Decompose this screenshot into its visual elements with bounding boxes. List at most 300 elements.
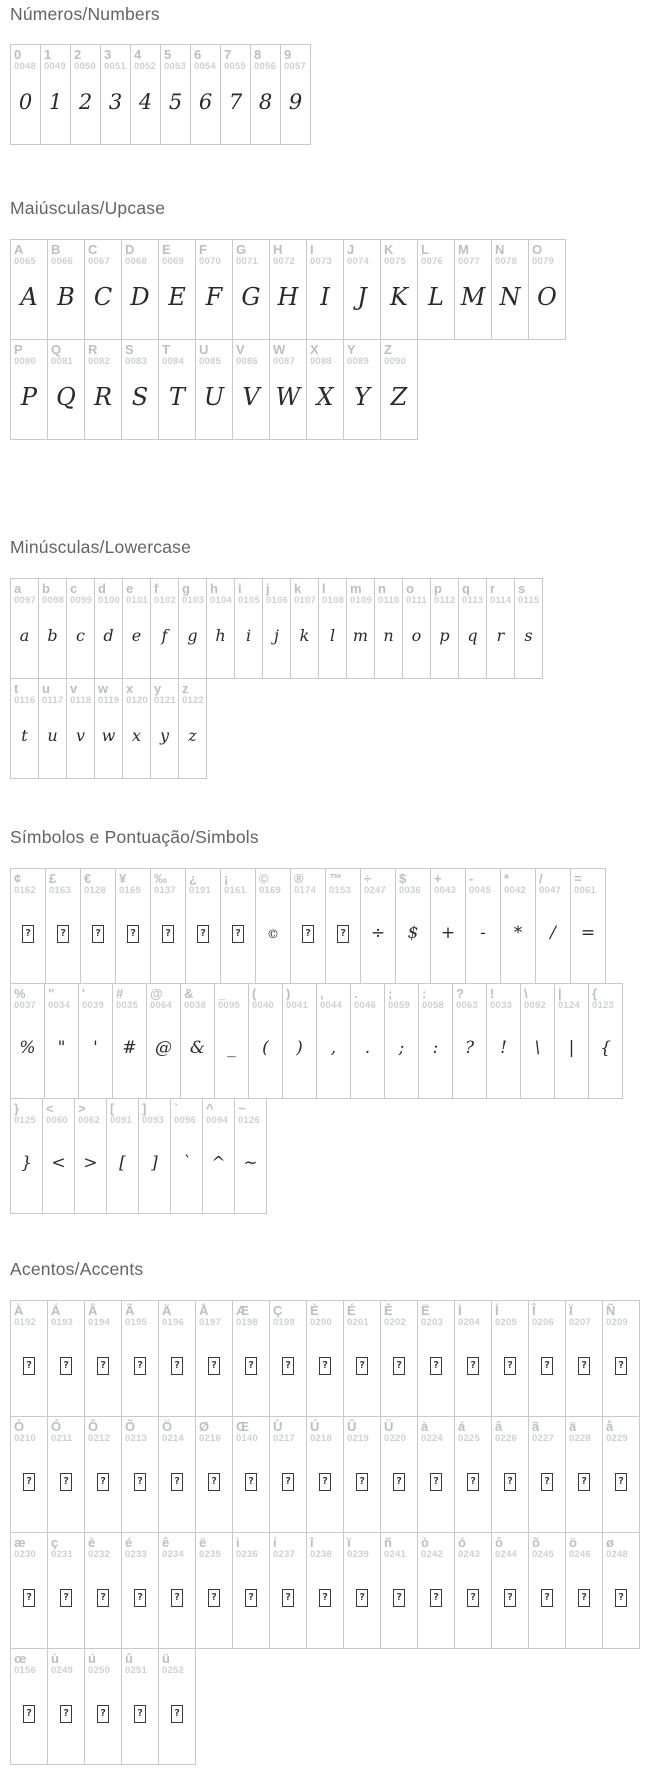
char-code: 0140 bbox=[236, 1433, 258, 1444]
char-cell-header bbox=[455, 1301, 491, 1330]
char-cell-0199 bbox=[269, 1300, 307, 1417]
char-code: 0224 bbox=[421, 1433, 443, 1444]
char-code: 0065 bbox=[14, 256, 36, 267]
font-glyph: p bbox=[439, 626, 450, 645]
char-cell-0077 bbox=[454, 239, 492, 340]
glyph-area bbox=[122, 1678, 158, 1764]
glyph-area bbox=[233, 269, 269, 339]
char-label: > bbox=[78, 1101, 86, 1116]
glyph-area bbox=[521, 1013, 554, 1098]
font-glyph: ^ bbox=[211, 1153, 226, 1173]
section-accents bbox=[10, 1259, 661, 1765]
char-cell-0039 bbox=[78, 983, 113, 1099]
char-cell-header bbox=[11, 45, 40, 74]
char-code: 0049 bbox=[44, 61, 66, 72]
char-cell-header bbox=[11, 579, 38, 608]
char-cell-header bbox=[555, 984, 588, 1013]
char-cell-header bbox=[492, 1533, 528, 1562]
char-row-accents-1 bbox=[10, 1300, 661, 1417]
char-label: ` bbox=[174, 1101, 179, 1116]
glyph-area bbox=[39, 608, 66, 678]
font-glyph: O bbox=[537, 283, 557, 311]
char-cell-header bbox=[529, 1417, 565, 1446]
char-label: m bbox=[350, 581, 362, 596]
char-label: î bbox=[310, 1535, 314, 1550]
char-cell-0069 bbox=[158, 239, 196, 340]
char-cell-0080 bbox=[10, 339, 48, 440]
char-cell-0059 bbox=[384, 983, 419, 1099]
char-cell-header bbox=[603, 1533, 639, 1562]
font-glyph: - bbox=[480, 923, 486, 943]
char-label: à bbox=[421, 1419, 429, 1434]
glyph-area bbox=[307, 369, 343, 439]
font-glyph: b bbox=[47, 626, 58, 645]
char-cell-0058 bbox=[418, 983, 453, 1099]
char-label: c bbox=[70, 581, 78, 596]
font-glyph: m bbox=[352, 626, 369, 645]
glyph-area bbox=[147, 1013, 180, 1098]
char-label: z bbox=[182, 681, 189, 696]
section-title-symbols: Símbolos e Pontuação/Simbols bbox=[10, 827, 259, 847]
font-glyph: K bbox=[390, 283, 408, 311]
char-code: 0067 bbox=[88, 256, 110, 267]
glyph-area bbox=[344, 1562, 380, 1648]
missing-glyph-icon: ? bbox=[430, 1473, 442, 1491]
char-cell-0054 bbox=[190, 44, 221, 145]
missing-glyph-icon: ? bbox=[319, 1473, 331, 1491]
char-cell-header bbox=[270, 1301, 306, 1330]
char-label: b bbox=[42, 581, 50, 596]
char-cell-0213 bbox=[121, 1416, 159, 1533]
font-glyph: , bbox=[330, 1038, 337, 1058]
font-glyph: ; bbox=[398, 1038, 405, 1058]
char-cell-0076 bbox=[417, 239, 455, 340]
char-label: [ bbox=[110, 1101, 115, 1116]
char-cell-0108 bbox=[318, 578, 347, 679]
glyph-area bbox=[196, 1330, 232, 1416]
char-cell-0169 bbox=[255, 868, 291, 984]
char-cell-header bbox=[233, 1301, 269, 1330]
glyph-area bbox=[151, 708, 178, 778]
char-label: Ø bbox=[199, 1419, 210, 1434]
char-code: 0203 bbox=[421, 1317, 443, 1328]
char-label: 2 bbox=[74, 47, 82, 62]
char-code: 0244 bbox=[495, 1549, 517, 1560]
char-label: # bbox=[116, 986, 124, 1001]
glyph-area bbox=[11, 1013, 44, 1098]
glyph-area bbox=[85, 369, 121, 439]
glyph-area bbox=[381, 369, 417, 439]
font-glyph: ` bbox=[182, 1153, 191, 1173]
char-row-accents-3 bbox=[10, 1532, 661, 1649]
char-cell-header bbox=[113, 984, 146, 1013]
section-numbers bbox=[10, 4, 661, 145]
char-code: 0204 bbox=[458, 1317, 480, 1328]
char-cell-0064 bbox=[146, 983, 181, 1099]
font-glyph: $ bbox=[407, 923, 419, 943]
char-label: ™ bbox=[329, 871, 342, 886]
glyph-area bbox=[385, 1013, 418, 1098]
char-cell-header bbox=[270, 340, 306, 369]
missing-glyph-icon: ? bbox=[282, 1473, 294, 1491]
char-label: Ü bbox=[384, 1419, 394, 1434]
char-cell-0112 bbox=[430, 578, 459, 679]
char-label: Æ bbox=[236, 1303, 249, 1318]
char-cell-0211 bbox=[47, 1416, 85, 1533]
char-cell-0162 bbox=[10, 868, 46, 984]
font-glyph: B bbox=[57, 283, 75, 311]
char-cell-header bbox=[11, 984, 44, 1013]
char-cell-0207 bbox=[565, 1300, 603, 1417]
missing-glyph-icon: ? bbox=[467, 1589, 479, 1607]
char-cell-header bbox=[492, 240, 528, 269]
char-cell-header bbox=[122, 1417, 158, 1446]
char-label: * bbox=[504, 871, 510, 886]
char-code: 0207 bbox=[569, 1317, 591, 1328]
char-cell-0241 bbox=[380, 1532, 418, 1649]
char-label: _ bbox=[218, 986, 226, 1001]
font-glyph: 5 bbox=[168, 89, 183, 114]
char-label: Û bbox=[347, 1419, 357, 1434]
char-cell-header bbox=[11, 869, 45, 898]
char-label: 3 bbox=[104, 47, 112, 62]
glyph-area bbox=[233, 1330, 269, 1416]
char-label: 4 bbox=[134, 47, 142, 62]
font-glyph: w bbox=[101, 726, 116, 745]
char-cell-0057 bbox=[280, 44, 311, 145]
font-glyph: H bbox=[277, 283, 299, 311]
char-code: 0058 bbox=[422, 1000, 444, 1011]
glyph-area bbox=[71, 74, 100, 144]
char-cell-header bbox=[196, 1417, 232, 1446]
char-code: 0064 bbox=[150, 1000, 172, 1011]
char-cell-header bbox=[122, 1533, 158, 1562]
glyph-area bbox=[281, 74, 310, 144]
font-glyph: ( bbox=[262, 1038, 269, 1058]
char-code: 0117 bbox=[42, 695, 64, 706]
char-cell-header bbox=[603, 1417, 639, 1446]
char-cell-header bbox=[39, 579, 66, 608]
font-glyph: z bbox=[188, 726, 197, 745]
font-glyph: S bbox=[131, 383, 149, 411]
char-row-symbols-1 bbox=[10, 868, 661, 984]
glyph-area bbox=[75, 1128, 106, 1213]
missing-glyph-icon: ? bbox=[92, 925, 104, 943]
char-cell-header bbox=[196, 340, 232, 369]
char-label: = bbox=[574, 871, 582, 886]
font-glyph: . bbox=[364, 1038, 371, 1058]
glyph-area bbox=[11, 1678, 47, 1764]
char-label: y bbox=[154, 681, 162, 696]
glyph-area bbox=[39, 708, 66, 778]
char-cell-0100 bbox=[94, 578, 123, 679]
font-glyph: ! bbox=[500, 1038, 507, 1058]
font-glyph: Z bbox=[390, 383, 408, 411]
char-cell-0218 bbox=[306, 1416, 344, 1533]
glyph-area bbox=[326, 898, 360, 983]
char-label: H bbox=[273, 242, 283, 257]
char-cell-header bbox=[48, 1649, 84, 1678]
glyph-area bbox=[361, 898, 395, 983]
glyph-area bbox=[381, 269, 417, 339]
section-title-uppercase: Maiúsculas/Upcase bbox=[10, 198, 166, 218]
char-code: 0165 bbox=[119, 885, 141, 896]
font-glyph: * bbox=[513, 923, 523, 943]
glyph-area bbox=[107, 1128, 138, 1213]
section-symbols bbox=[10, 827, 661, 1214]
char-code: 0053 bbox=[164, 61, 186, 72]
char-cell-header bbox=[381, 340, 417, 369]
font-glyph: " bbox=[57, 1038, 66, 1058]
char-label: F bbox=[199, 242, 207, 257]
char-code: 0078 bbox=[495, 256, 517, 267]
char-label: . bbox=[354, 986, 358, 1001]
char-cell-0252 bbox=[158, 1648, 196, 1765]
glyph-area bbox=[487, 608, 514, 678]
char-code: 0061 bbox=[574, 885, 596, 896]
char-code: 0251 bbox=[125, 1665, 147, 1676]
char-cell-0137 bbox=[150, 868, 186, 984]
font-glyph: 3 bbox=[108, 89, 123, 114]
char-row-uppercase-1 bbox=[10, 239, 661, 340]
char-label: € bbox=[84, 871, 92, 886]
char-cell-header bbox=[39, 679, 66, 708]
missing-glyph-icon: ? bbox=[393, 1357, 405, 1375]
font-glyph: ) bbox=[296, 1038, 303, 1058]
char-label: ! bbox=[490, 986, 495, 1001]
char-code: 0219 bbox=[347, 1433, 369, 1444]
glyph-area bbox=[196, 269, 232, 339]
char-cell-header bbox=[46, 869, 80, 898]
glyph-area bbox=[418, 1562, 454, 1648]
glyph-area bbox=[270, 1330, 306, 1416]
char-cell-0067 bbox=[84, 239, 122, 340]
char-cell-0086 bbox=[232, 339, 270, 440]
font-glyph: R bbox=[93, 383, 113, 411]
char-label: ó bbox=[458, 1535, 466, 1550]
glyph-area bbox=[122, 1562, 158, 1648]
char-label: Î bbox=[532, 1303, 536, 1318]
section-title-lowercase: Minúsculas/Lowercase bbox=[10, 537, 192, 557]
missing-glyph-icon: ? bbox=[319, 1357, 331, 1375]
char-label: â bbox=[495, 1419, 503, 1434]
font-glyph: k bbox=[299, 626, 310, 645]
char-cell-0036 bbox=[395, 868, 431, 984]
char-label: ê bbox=[162, 1535, 170, 1550]
char-cell-0233 bbox=[121, 1532, 159, 1649]
char-code: 0228 bbox=[569, 1433, 591, 1444]
font-glyph: M bbox=[460, 283, 486, 311]
glyph-area bbox=[455, 1562, 491, 1648]
char-cell-header bbox=[11, 1417, 47, 1446]
char-cell-header bbox=[487, 579, 514, 608]
char-code: 0083 bbox=[125, 356, 147, 367]
char-cell-0163 bbox=[45, 868, 81, 984]
char-cell-0191 bbox=[185, 868, 221, 984]
char-code: 0033 bbox=[490, 1000, 512, 1011]
font-glyph: J bbox=[357, 283, 367, 311]
char-label: Ò bbox=[14, 1419, 25, 1434]
glyph-area bbox=[11, 1446, 47, 1532]
font-glyph: i bbox=[245, 626, 252, 645]
font-glyph: c bbox=[76, 626, 85, 645]
font-glyph: < bbox=[51, 1153, 66, 1173]
glyph-area bbox=[151, 608, 178, 678]
char-label: £ bbox=[49, 871, 57, 886]
char-cell-header bbox=[347, 579, 374, 608]
glyph-area bbox=[159, 1330, 195, 1416]
char-cell-0035 bbox=[112, 983, 147, 1099]
char-cell-0234 bbox=[158, 1532, 196, 1649]
glyph-area bbox=[46, 898, 80, 983]
char-code: 0121 bbox=[154, 695, 176, 706]
char-cell-header bbox=[139, 1099, 170, 1128]
char-label: Y bbox=[347, 342, 356, 357]
char-cell-header bbox=[151, 679, 178, 708]
char-cell-header bbox=[122, 240, 158, 269]
char-cell-header bbox=[151, 579, 178, 608]
char-cell-0046 bbox=[350, 983, 385, 1099]
glyph-area bbox=[381, 1562, 417, 1648]
char-cell-header bbox=[101, 45, 130, 74]
missing-glyph-icon: ? bbox=[171, 1705, 183, 1723]
glyph-area bbox=[455, 1446, 491, 1532]
char-cell-0165 bbox=[115, 868, 151, 984]
glyph-area bbox=[501, 898, 535, 983]
char-label: ç bbox=[51, 1535, 59, 1550]
char-code: 0102 bbox=[154, 595, 176, 606]
char-cell-header bbox=[307, 1301, 343, 1330]
char-label: 0 bbox=[14, 47, 22, 62]
char-code: 0212 bbox=[88, 1433, 110, 1444]
glyph-area bbox=[419, 1013, 452, 1098]
char-code: 0068 bbox=[125, 256, 147, 267]
char-label: l bbox=[322, 581, 326, 596]
char-cell-0248 bbox=[602, 1532, 640, 1649]
glyph-area bbox=[116, 898, 150, 983]
char-code: 0084 bbox=[162, 356, 184, 367]
char-cell-header bbox=[221, 869, 255, 898]
char-code: 0241 bbox=[384, 1549, 406, 1560]
char-label: Â bbox=[88, 1303, 98, 1318]
char-cell-0034 bbox=[44, 983, 79, 1099]
char-label: N bbox=[495, 242, 505, 257]
char-label: ï bbox=[347, 1535, 351, 1550]
char-code: 0099 bbox=[70, 595, 92, 606]
char-code: 0229 bbox=[606, 1433, 628, 1444]
font-glyph: & bbox=[189, 1038, 206, 1058]
char-cell-0232 bbox=[84, 1532, 122, 1649]
char-code: 0098 bbox=[42, 595, 64, 606]
char-label: w bbox=[98, 681, 109, 696]
char-label: Ë bbox=[421, 1303, 430, 1318]
char-cell-header bbox=[603, 1301, 639, 1330]
glyph-area bbox=[196, 1562, 232, 1648]
font-glyph: Q bbox=[56, 383, 76, 411]
char-cell-header bbox=[171, 1099, 202, 1128]
font-glyph: / bbox=[550, 923, 556, 943]
char-cell-0126 bbox=[234, 1098, 267, 1214]
char-cell-0050 bbox=[70, 44, 101, 145]
font-glyph: } bbox=[21, 1153, 32, 1173]
char-code: 0036 bbox=[399, 885, 421, 896]
char-code: 0247 bbox=[364, 885, 386, 896]
char-code: 0106 bbox=[266, 595, 288, 606]
missing-glyph-icon: ? bbox=[541, 1473, 553, 1491]
char-code: 0109 bbox=[350, 595, 372, 606]
char-cell-header bbox=[122, 1301, 158, 1330]
char-label: " bbox=[48, 986, 55, 1001]
missing-glyph-icon: ? bbox=[97, 1357, 109, 1375]
char-label: U bbox=[199, 342, 209, 357]
glyph-area bbox=[11, 369, 47, 439]
char-cell-0229 bbox=[602, 1416, 640, 1533]
char-label: & bbox=[184, 986, 194, 1001]
char-label: ¿ bbox=[189, 871, 197, 886]
font-glyph: s bbox=[524, 626, 533, 645]
char-cell-0245 bbox=[528, 1532, 566, 1649]
char-code: 0038 bbox=[184, 1000, 206, 1011]
char-label: / bbox=[539, 871, 543, 886]
missing-glyph-icon: ? bbox=[134, 1357, 146, 1375]
char-label: ä bbox=[569, 1419, 577, 1434]
font-glyph: > bbox=[83, 1153, 98, 1173]
font-glyph: Y bbox=[354, 383, 370, 411]
font-glyph: { bbox=[600, 1038, 611, 1058]
glyph-area bbox=[159, 269, 195, 339]
char-code: 0124 bbox=[558, 1000, 580, 1011]
char-label: f bbox=[154, 581, 159, 596]
glyph-area bbox=[603, 1330, 639, 1416]
char-cell-0161 bbox=[220, 868, 256, 984]
char-row-lowercase-1 bbox=[10, 578, 661, 679]
char-label: x bbox=[126, 681, 134, 696]
char-cell-header bbox=[307, 240, 343, 269]
char-cell-0042 bbox=[500, 868, 536, 984]
char-label: Ù bbox=[273, 1419, 283, 1434]
char-cell-header bbox=[344, 1533, 380, 1562]
char-code: 0108 bbox=[322, 595, 344, 606]
font-glyph: q bbox=[467, 626, 478, 645]
char-label: Á bbox=[51, 1303, 61, 1318]
char-cell-header bbox=[344, 1301, 380, 1330]
char-cell-header bbox=[566, 1301, 602, 1330]
char-code: 0042 bbox=[504, 885, 526, 896]
char-cell-0066 bbox=[47, 239, 85, 340]
char-label: K bbox=[384, 242, 394, 257]
char-label: I bbox=[310, 242, 314, 257]
char-cell-0205 bbox=[491, 1300, 529, 1417]
missing-glyph-icon: ? bbox=[302, 925, 314, 943]
glyph-area bbox=[85, 269, 121, 339]
glyph-area bbox=[529, 1330, 565, 1416]
font-glyph: 2 bbox=[78, 89, 93, 114]
font-glyph: \ bbox=[534, 1038, 541, 1058]
char-cell-0047 bbox=[535, 868, 571, 984]
char-cell-0073 bbox=[306, 239, 344, 340]
char-code: 0114 bbox=[490, 595, 512, 606]
char-label: P bbox=[14, 342, 23, 357]
char-label: X bbox=[310, 342, 319, 357]
char-cell-0128 bbox=[80, 868, 116, 984]
char-label: 8 bbox=[254, 47, 262, 62]
font-glyph: ~ bbox=[243, 1153, 258, 1173]
char-label: ? bbox=[456, 986, 464, 1001]
char-cell-0204 bbox=[454, 1300, 492, 1417]
char-label: å bbox=[606, 1419, 614, 1434]
char-cell-0093 bbox=[138, 1098, 171, 1214]
char-cell-0078 bbox=[491, 239, 529, 340]
